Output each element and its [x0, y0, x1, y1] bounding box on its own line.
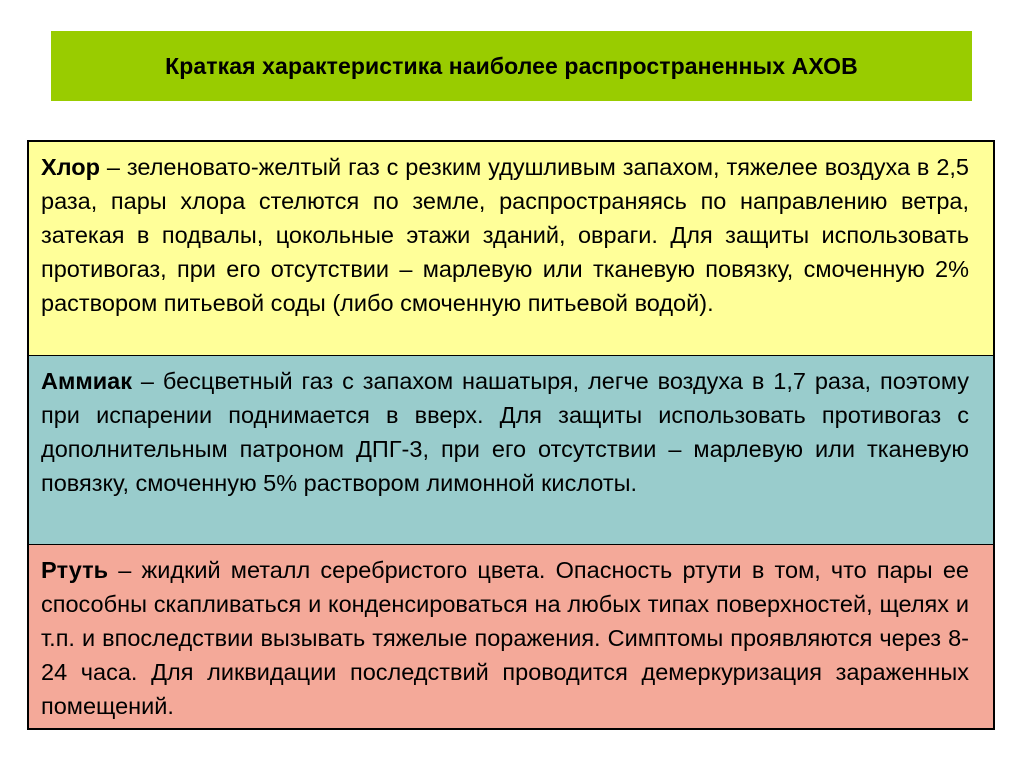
term-chlorine: Хлор: [41, 154, 101, 180]
term-mercury: Ртуть: [41, 557, 109, 583]
section-chlorine: [29, 142, 993, 356]
description-chlorine: – зеленовато-желтый газ с резким удушливым запахом, тяжелее воздуха в 2,5 раза, пары хлора стелются по земле, распространяясь по направлению ветра, затекая в подвалы, цокольные этажи зданий, овраги. Для защиты использовать противогаз, при его отсутствии – марлевую или тканевую повязку, смоченную 2% раствором питьевой соды (либо смоченную питьевой водой).: [41, 154, 969, 316]
section-ammonia: [29, 356, 993, 545]
title-banner: [51, 31, 972, 101]
content-box: [27, 140, 995, 730]
description-mercury: – жидкий металл серебристого цвета. Опасность ртути в том, что пары ее способны скапливаться и конденсироваться на любых типах поверхностей, щелях и т.п. и впоследствии вызывать тяжелые поражения. Симптомы проявляются через 8-24 часа. Для ликвидации последствий проводится демеркуризация зараженных помещений.: [41, 557, 969, 719]
section-mercury: [29, 545, 993, 728]
description-ammonia: – бесцветный газ с запахом нашатыря, легче воздуха в 1,7 раза, поэтому при испарении поднимается в вверх. Для защиты использовать противогаз с дополнительным патроном ДПГ-3, при его отсутствии – марлевую или тканевую повязку, смоченную 5% раствором лимонной кислоты.: [41, 368, 969, 496]
term-ammonia: Аммиак: [41, 368, 133, 394]
page-title: Краткая характеристика наиболее распространенных АХОВ: [165, 52, 858, 79]
